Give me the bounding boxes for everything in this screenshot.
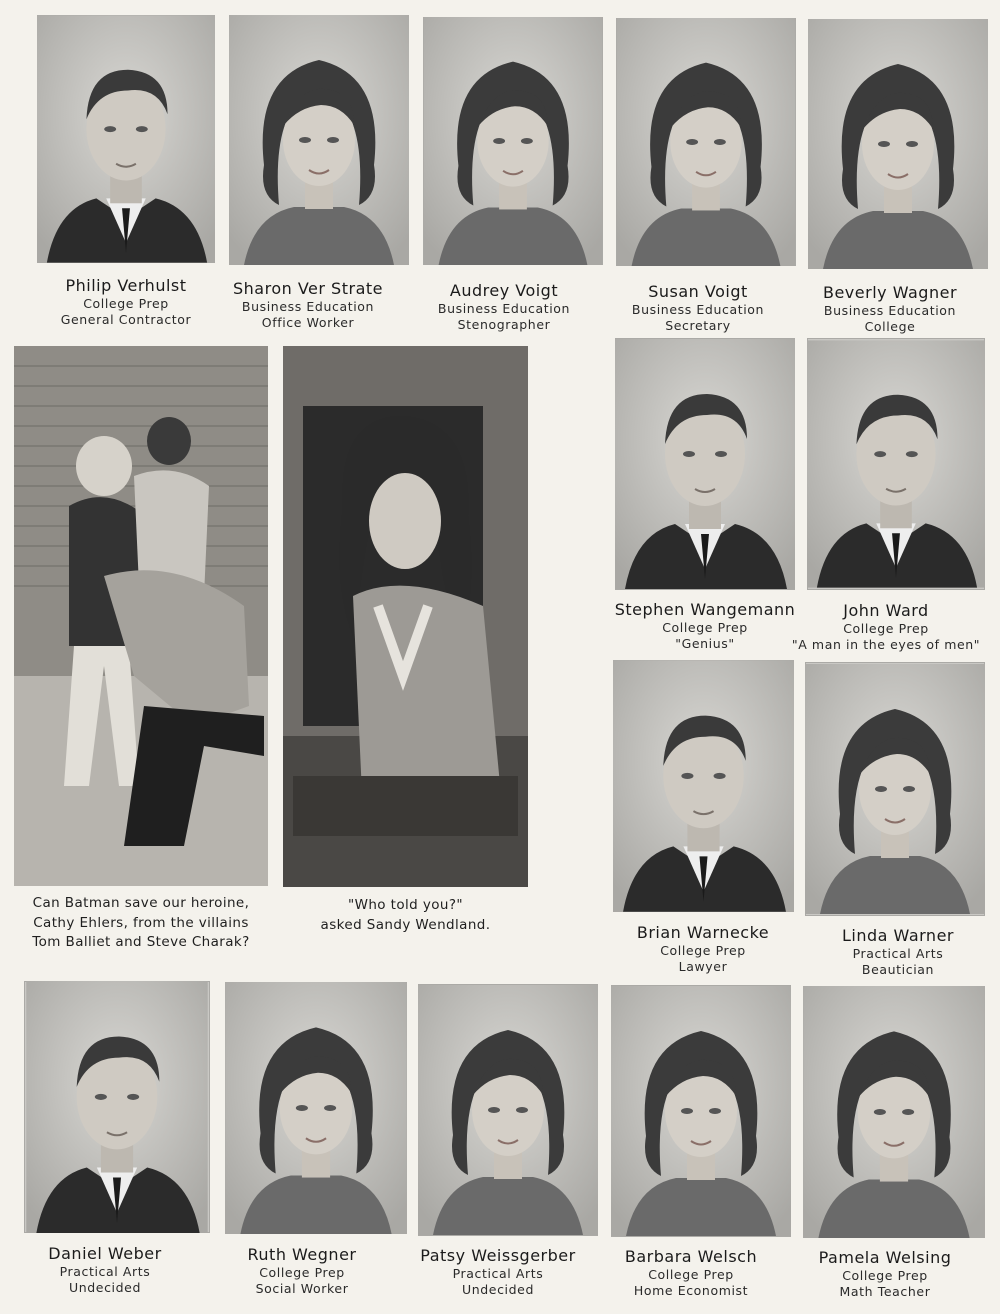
student-name: Philip Verhulst (65, 276, 187, 295)
student-caption (780, 1248, 990, 1299)
student-name: Beverly Wagner (822, 283, 958, 302)
student-course: Business Education (631, 302, 765, 317)
student-caption (591, 923, 815, 974)
portrait-photo (423, 17, 603, 265)
student-course: Business Education (437, 301, 571, 316)
student-course: College Prep (843, 621, 929, 636)
portrait-photo (37, 15, 215, 263)
student-name: Daniel Weber (48, 1244, 162, 1263)
caption-line: Cathy Ehlers, from the villains (33, 914, 249, 931)
student-caption (198, 279, 418, 330)
student-course: Practical Arts (59, 1264, 151, 1279)
student-ambition: Office Worker (261, 314, 355, 330)
student-name: John Ward (843, 601, 929, 620)
student-ambition: Math Teacher (839, 1283, 931, 1299)
portrait-photo (803, 986, 985, 1238)
candid-caption-batman (20, 894, 262, 953)
portrait-photo (805, 662, 985, 916)
student-course: College Prep (662, 620, 748, 635)
student-course: Practical Arts (852, 946, 944, 961)
student-ambition: General Contractor (60, 311, 192, 327)
student-name: Patsy Weissgerber (420, 1246, 576, 1265)
student-caption (393, 1246, 603, 1297)
student-course: Business Education (241, 299, 375, 314)
student-ambition: "Genius" (675, 635, 735, 651)
student-course: College Prep (83, 296, 169, 311)
student-caption (586, 1247, 796, 1298)
student-name: Audrey Voigt (449, 281, 559, 300)
student-course: College Prep (842, 1268, 928, 1283)
student-ambition: Social Worker (255, 1280, 349, 1296)
portrait-photo (808, 19, 988, 269)
student-name: Brian Warnecke (636, 923, 770, 942)
student-name: Susan Voigt (648, 282, 748, 301)
candid-photo-batman (14, 346, 268, 886)
portrait-photo (611, 985, 791, 1237)
student-caption (394, 281, 614, 332)
caption-line: "Who told you?" (347, 897, 463, 913)
student-ambition: Undecided (68, 1279, 141, 1295)
student-ambition: Beautician (861, 961, 935, 977)
student-course: College Prep (648, 1267, 734, 1282)
caption-line: Can Batman save our heroine, (32, 895, 250, 911)
portrait-photo (616, 18, 796, 266)
student-ambition: Stenographer (457, 316, 551, 332)
portrait-photo (225, 982, 407, 1234)
portrait-photo (229, 15, 409, 265)
student-course: College Prep (259, 1265, 345, 1280)
student-name: Sharon Ver Strate (233, 279, 383, 298)
student-ambition: College (864, 318, 916, 334)
caption-line: asked Sandy Wendland. (320, 916, 491, 933)
student-caption (197, 1245, 407, 1296)
student-caption (588, 282, 808, 333)
student-course: Business Education (823, 303, 957, 318)
student-ambition: "A man in the eyes of men" (791, 636, 981, 652)
portrait-photo (807, 338, 985, 590)
student-caption (774, 601, 998, 652)
student-ambition: Undecided (461, 1281, 534, 1297)
student-name: Stephen Wangemann (614, 600, 796, 619)
portrait-photo (418, 984, 598, 1236)
student-name: Pamela Welsing (818, 1248, 952, 1267)
student-ambition: Home Economist (633, 1282, 749, 1298)
candid-photo-wendland (283, 346, 528, 887)
caption-line: Tom Balliet and Steve Charak? (32, 934, 250, 951)
student-caption (780, 283, 1000, 334)
student-name: Linda Warner (841, 926, 954, 945)
portrait-photo (613, 660, 794, 912)
student-course: College Prep (660, 943, 746, 958)
student-course: Practical Arts (452, 1266, 544, 1281)
student-caption (0, 1244, 210, 1295)
portrait-photo (24, 981, 210, 1233)
student-name: Barbara Welsch (624, 1247, 758, 1266)
student-ambition: Lawyer (678, 958, 728, 974)
student-name: Ruth Wegner (247, 1245, 357, 1264)
candid-caption-wendland (283, 896, 528, 935)
portrait-photo (615, 338, 795, 590)
student-ambition: Secretary (665, 317, 731, 333)
student-caption (786, 926, 1000, 977)
